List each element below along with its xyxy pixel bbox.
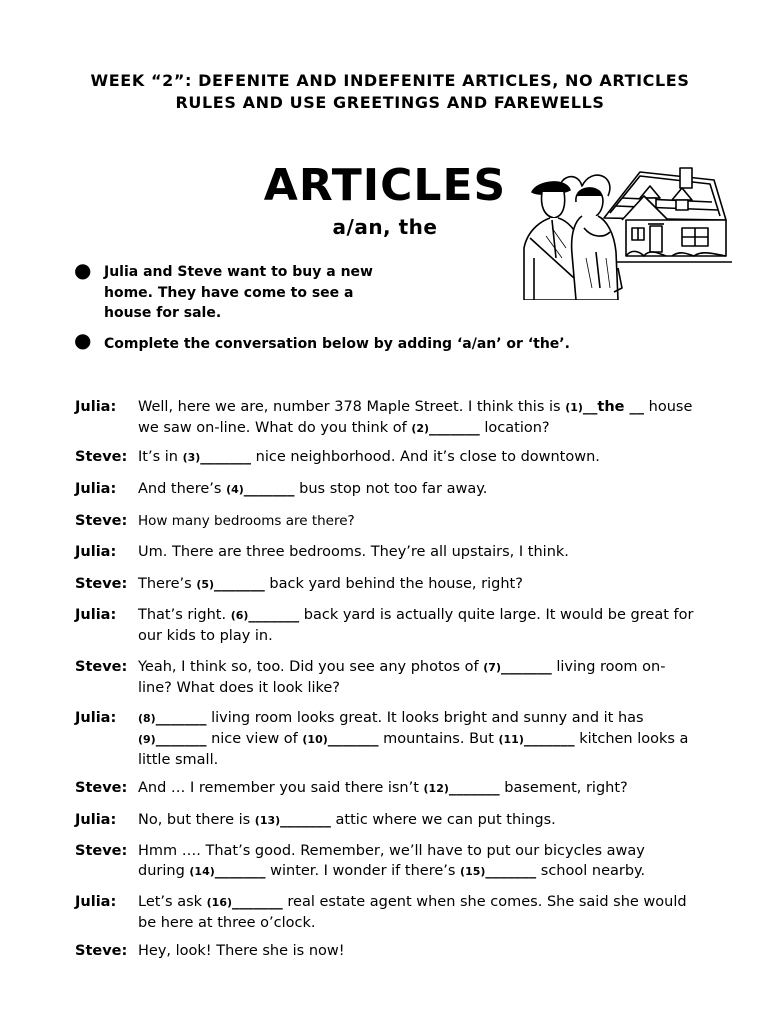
dialogue-line (75, 542, 695, 562)
speaker-name: Julia: (75, 710, 117, 726)
answer-blank[interactable]: _______ (200, 449, 252, 465)
dialogue-line (75, 511, 695, 531)
answer-blank[interactable]: _______ (501, 659, 552, 675)
dialogue-line (75, 941, 695, 961)
bullet-marker: ● (74, 328, 92, 352)
dialogue-line (75, 479, 695, 500)
dialogue-line (75, 708, 695, 770)
dialogue-line (75, 397, 695, 439)
dialogue-line (75, 574, 695, 595)
speaker-name: Steve: (75, 843, 128, 859)
answer-blank[interactable]: _______ (243, 481, 295, 497)
speech-text: Um. There are three bedrooms. They’re all upstairs, I think. (138, 544, 569, 560)
speech-text: There’s (5)_______ back yard behind the house, right? (138, 576, 523, 592)
speech-text: That’s right. (6)_______ back yard is actually quite large. It would be great for our kids to play in. (138, 607, 694, 644)
speaker-name: Julia: (75, 607, 117, 623)
answer-blank[interactable]: __the __ (582, 399, 645, 415)
answer-blank[interactable]: _______ (280, 812, 331, 828)
answer-blank[interactable]: _______ (248, 607, 300, 623)
speech-text: Let’s ask (16)_______ real estate agent when she comes. She said she would be here at three o’clock. (138, 894, 687, 931)
speaker-name: Julia: (75, 399, 117, 415)
answer-blank[interactable]: _______ (155, 731, 207, 747)
week-title: WEEK “2”: DEFENITE AND INDEFENITE ARTICLES, NO ARTICLES RULES AND USE GREETINGS AND FAREWELLS (90, 71, 690, 112)
speaker-name: Julia: (75, 544, 117, 560)
intro-bullet-2: Complete the conversation below by adding ‘a/an’ or ‘the’. (104, 336, 570, 352)
answer-blank[interactable]: _______ (232, 894, 283, 910)
speech-text: And there’s (4)_______ bus stop not too far away. (138, 481, 488, 497)
speaker-name: Steve: (75, 576, 128, 592)
speech-text: No, but there is (13)_______ attic where we can put things. (138, 812, 556, 828)
answer-blank[interactable]: _______ (485, 863, 537, 879)
speech-text: It’s in (3)_______ nice neighborhood. And it’s close to downtown. (138, 449, 600, 465)
speech-text: Hey, look! There she is now! (138, 943, 345, 959)
dialogue-line (75, 605, 695, 646)
answer-blank[interactable]: _______ (448, 780, 500, 796)
dialogue-line (75, 841, 695, 882)
answer-blank[interactable]: _______ (429, 420, 480, 436)
dialogue-line (75, 892, 695, 933)
couple-looking-at-house-illustration (522, 158, 734, 300)
answer-blank[interactable]: _______ (523, 731, 575, 747)
speech-text: Well, here we are, number 378 Maple Street. I think this is (1)__the __ house we saw on-line. What do you think of (2)_______ location? (138, 399, 693, 436)
speech-text: Yeah, I think so, too. Did you see any photos of (7)_______ living room on-line? What does it look like? (138, 659, 666, 696)
speaker-name: Steve: (75, 943, 128, 959)
speech-text: And … I remember you said there isn’t (12)_______ basement, right? (138, 780, 628, 796)
dialogue-line (75, 778, 695, 799)
bullet-marker: ● (74, 258, 92, 282)
speaker-name: Steve: (75, 513, 128, 529)
speaker-name: Steve: (75, 780, 128, 796)
speaker-name: Steve: (75, 659, 128, 675)
answer-blank[interactable]: _______ (327, 731, 379, 747)
speech-text: How many bedrooms are there? (138, 513, 355, 529)
speaker-name: Julia: (75, 481, 117, 497)
page-subtitle: a/an, the (332, 215, 438, 239)
answer-blank[interactable]: _______ (214, 863, 266, 879)
speaker-name: Steve: (75, 449, 128, 465)
answer-blank[interactable]: _______ (155, 710, 207, 726)
speech-text: (8)_______ living room looks great. It looks bright and sunny and it has (9)_______ nice view of (10)_______ mountains. But (11)_______ kitchen looks a little small. (138, 710, 689, 768)
dialogue-line (75, 810, 695, 831)
answer-blank[interactable]: _______ (214, 576, 265, 592)
speech-text: Hmm …. That’s good. Remember, we’ll have to put our bicycles away during (14)_______ winter. I wonder if there’s (15)_______ school nearby. (138, 843, 646, 879)
dialogue-line (75, 657, 695, 698)
speaker-name: Julia: (75, 812, 117, 828)
dialogue-line (75, 447, 695, 468)
speaker-name: Julia: (75, 894, 117, 910)
intro-bullet-1: Julia and Steve want to buy a new home. They have come to see a house for sale. (104, 264, 373, 321)
page-title: ARTICLES (263, 160, 507, 211)
